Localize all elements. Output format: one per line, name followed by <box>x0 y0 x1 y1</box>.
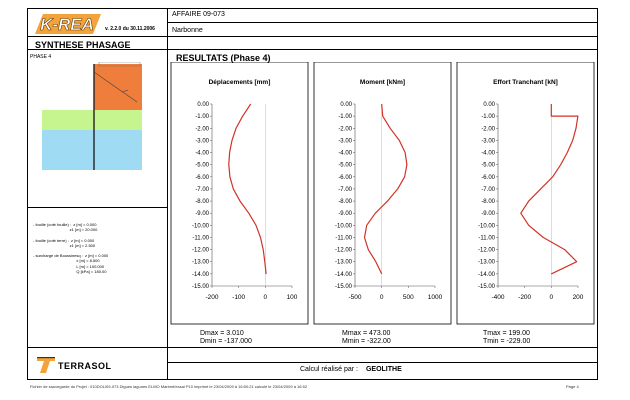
bottom-section-divider <box>27 347 598 348</box>
y-tick-label: -9.00 <box>338 211 352 218</box>
x-tick-label: 0 <box>263 294 268 301</box>
y-tick-label: -11.00 <box>478 235 495 242</box>
section-title: SYNTHESE PHASAGE <box>35 40 131 50</box>
x-tick-label: 200 <box>572 294 584 301</box>
y-tick-label: -5.00 <box>195 162 209 169</box>
x-tick-label: -400 <box>491 294 505 301</box>
y-tick-label: -5.00 <box>338 162 352 169</box>
y-tick-label: -3.00 <box>195 138 209 145</box>
y-tick-label: -14.00 <box>191 271 209 278</box>
y-tick-label: -5.00 <box>481 162 495 169</box>
calcul-divider <box>167 362 597 363</box>
x-tick-label: 1000 <box>427 294 443 301</box>
series-line <box>229 104 266 274</box>
results-charts <box>168 62 598 347</box>
y-tick-label: -9.00 <box>195 211 209 218</box>
y-tick-label: -4.00 <box>338 150 352 157</box>
y-tick-label: 0.00 <box>483 102 495 108</box>
tmin-value: Tmin = -229.00 <box>483 338 531 345</box>
parameter-line: L [m] = 100.000 <box>33 263 105 269</box>
chart-title: Déplacements [mm] <box>208 79 271 86</box>
frame-bottom <box>27 379 598 380</box>
y-tick-label: -10.00 <box>191 223 209 230</box>
terrasol-logo-icon <box>36 354 56 374</box>
mmax-value: Mmax = 473.00 <box>342 330 391 337</box>
y-tick-label: -12.00 <box>191 247 209 254</box>
parameters-list <box>33 222 108 274</box>
left-panel-divider-1 <box>27 207 167 208</box>
y-tick-label: -13.00 <box>334 259 352 266</box>
y-tick-label: 0.00 <box>197 102 209 108</box>
y-tick-label: -13.00 <box>191 259 209 266</box>
shear-stats <box>483 330 530 346</box>
x-tick-label: 500 <box>402 294 414 301</box>
parameter-line: z1 [m] = 20.000 <box>33 227 98 233</box>
frame-top <box>27 8 598 9</box>
soil-layer-green <box>42 110 142 130</box>
y-tick-label: -6.00 <box>338 174 352 181</box>
version-label: v. 2.2.0 du 30.11.2006 <box>105 26 155 32</box>
frame-left <box>27 8 28 380</box>
chart-title: Effort Tranchant [kN] <box>493 79 558 86</box>
y-tick-label: -2.00 <box>481 126 495 133</box>
series-line <box>521 104 578 274</box>
parameter-line: Q [kPa] = 180.00 <box>33 268 107 274</box>
footer-text: Fichier de sauvegarde du Projet : 010DOLI09-073 Digues lagunes ELMO Marbrel/essai P10 imprimé le 23/04/2009 à 16:50:21 calculé le 23/04/2009 à 16:52 <box>30 384 308 389</box>
y-tick-label: -11.00 <box>335 235 352 242</box>
y-tick-label: -7.00 <box>481 186 495 193</box>
chart-title: Moment [kNm] <box>359 79 406 86</box>
dmax-value: Dmax = 3.010 <box>200 330 244 337</box>
x-tick-label: -200 <box>518 294 532 301</box>
y-tick-label: -9.00 <box>481 211 495 218</box>
y-tick-label: -8.00 <box>338 199 352 206</box>
header-divider <box>167 22 597 23</box>
moment-stats <box>342 330 391 346</box>
y-tick-label: -15.00 <box>477 284 495 290</box>
y-tick-label: -4.00 <box>195 150 209 157</box>
parameter-line: x [m] = 8.500 <box>33 258 100 264</box>
y-tick-label: -7.00 <box>195 186 209 193</box>
calcul-line <box>300 366 402 373</box>
y-tick-label: -6.00 <box>195 174 209 181</box>
parameter-line: - fouille (coté fouille) : z [m] = 0.000 <box>33 222 97 227</box>
y-tick-label: -10.00 <box>477 223 495 230</box>
soil-profile-diagram <box>42 62 152 182</box>
y-tick-label: -3.00 <box>481 138 495 145</box>
x-tick-label: 100 <box>286 294 298 301</box>
y-tick-label: -4.00 <box>481 150 495 157</box>
mmin-value: Mmin = -322.00 <box>342 338 391 345</box>
y-tick-label: -1.00 <box>195 114 209 121</box>
parameter-line: - surcharge de Boussinesq : z [m] = 0.000 <box>33 253 109 259</box>
y-tick-label: -3.00 <box>338 138 352 145</box>
parameter-line: z1 [m] = 2.500 <box>33 242 96 248</box>
y-tick-label: -11.00 <box>192 235 209 242</box>
x-tick-label: -500 <box>348 294 362 301</box>
y-tick-label: -12.00 <box>477 247 495 254</box>
location-label: Narbonne <box>172 27 203 34</box>
y-tick-label: -14.00 <box>477 271 495 278</box>
y-tick-label: -13.00 <box>477 259 495 266</box>
soil-layer-orange <box>94 64 142 110</box>
y-tick-label: -8.00 <box>481 199 495 206</box>
phase-label: PHASE 4 <box>30 54 52 60</box>
x-tick-label: -100 <box>232 294 246 301</box>
affaire-label: AFFAIRE 09-073 <box>172 11 225 18</box>
tmax-value: Tmax = 199.00 <box>483 330 530 337</box>
header-bottom <box>27 36 598 37</box>
y-tick-label: -1.00 <box>338 114 352 121</box>
y-tick-label: -10.00 <box>334 223 352 230</box>
soil-layer-blue <box>42 130 142 170</box>
dmin-value: Dmin = -137.000 <box>200 338 252 345</box>
k-rea-logo <box>33 10 103 36</box>
terrasol-logo-text: TERRASOL <box>58 361 112 371</box>
y-tick-label: -7.00 <box>338 186 352 193</box>
x-tick-label: -200 <box>205 294 219 301</box>
logo-text: K-REA <box>40 15 94 34</box>
parameter-line: - fouille (coté terre) : z [m] = 0.000 <box>33 237 95 243</box>
y-tick-label: -8.00 <box>195 199 209 206</box>
x-tick-label: 0 <box>379 294 384 301</box>
results-title: RESULTATS (Phase 4) <box>176 53 271 63</box>
y-tick-label: 0.00 <box>340 102 352 108</box>
series-line <box>365 104 407 274</box>
y-tick-label: -1.00 <box>481 114 495 121</box>
calcul-company: GEOLITHE <box>365 366 402 373</box>
page-number: Page 4 <box>566 384 579 389</box>
y-tick-label: -2.00 <box>195 126 209 133</box>
y-tick-label: -15.00 <box>334 284 352 290</box>
x-tick-label: 0 <box>549 294 554 301</box>
calcul-label: Calcul réalisé par : <box>300 366 358 373</box>
y-tick-label: -6.00 <box>481 174 495 181</box>
displacement-stats <box>200 330 252 346</box>
y-tick-label: -15.00 <box>191 284 209 290</box>
y-tick-label: -14.00 <box>334 271 352 278</box>
y-tick-label: -2.00 <box>338 126 352 133</box>
y-tick-label: -12.00 <box>334 247 352 254</box>
